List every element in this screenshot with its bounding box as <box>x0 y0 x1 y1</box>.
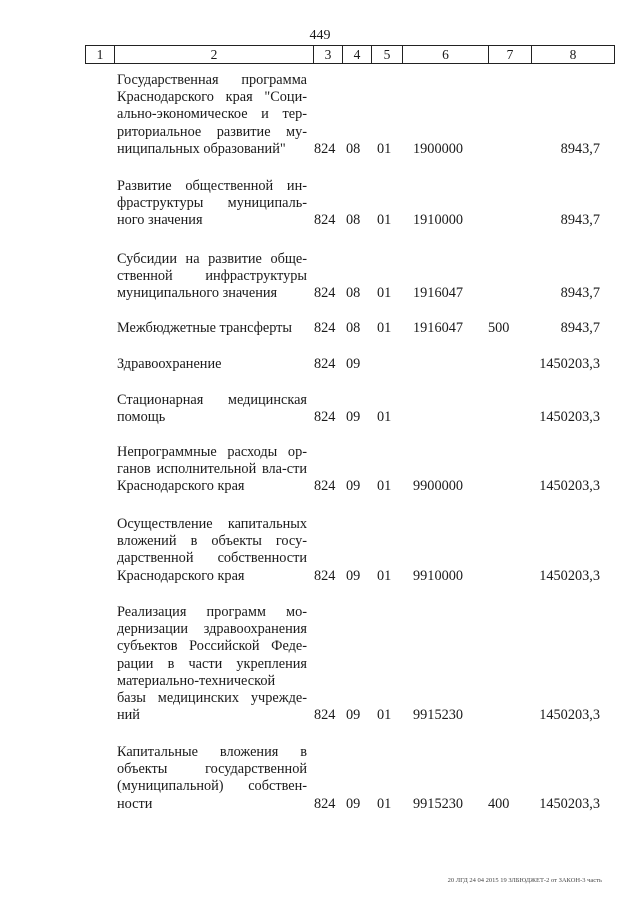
row-c5: 01 <box>377 478 392 494</box>
row-c5: 01 <box>377 796 392 812</box>
row-name: Субсидии на развитие обще-ственной инфраструктуры муниципального значения <box>117 251 307 302</box>
row-c4: 09 <box>346 707 361 723</box>
row-c5: 01 <box>377 707 392 723</box>
row-c8: 8943,7 <box>560 141 600 157</box>
row-c4: 09 <box>346 568 361 584</box>
row-c8: 1450203,3 <box>539 409 600 425</box>
row-c8: 1450203,3 <box>539 707 600 723</box>
row-c4: 08 <box>346 320 361 336</box>
header-col-3: 3 <box>314 46 343 64</box>
row-c4: 09 <box>346 796 361 812</box>
row-name: Межбюджетные трансферты <box>117 320 293 336</box>
row-c5: 01 <box>377 141 392 157</box>
row-c6: 9900000 <box>413 478 464 494</box>
row-c3: 824 <box>314 568 336 584</box>
header-col-1: 1 <box>86 46 115 64</box>
column-number-header <box>85 45 615 64</box>
header-col-6: 6 <box>403 46 489 64</box>
row-c5: 01 <box>377 285 392 301</box>
row-c8: 1450203,3 <box>539 568 600 584</box>
row-c6: 1916047 <box>413 320 464 336</box>
row-c8: 8943,7 <box>560 212 600 228</box>
row-c3: 824 <box>314 141 336 157</box>
row-c7: 400 <box>488 796 510 812</box>
row-c3: 824 <box>314 409 336 425</box>
row-c4: 09 <box>346 478 361 494</box>
row-c3: 824 <box>314 796 336 812</box>
row-name: Реализация программ мо-дернизации здравоохранения субъектов Российской Феде-рации в части укрепления материально-технической базы медицинских учрежде-ний <box>117 604 307 724</box>
header-col-4: 4 <box>343 46 372 64</box>
row-c6: 1916047 <box>413 285 464 301</box>
row-c3: 824 <box>314 478 336 494</box>
row-c4: 09 <box>346 356 361 372</box>
row-c6: 1900000 <box>413 141 464 157</box>
row-c3: 824 <box>314 707 336 723</box>
row-c4: 08 <box>346 141 361 157</box>
row-name: Непрограммные расходы ор-ганов исполнительной вла-сти Краснодарского края <box>117 444 307 495</box>
row-c5: 01 <box>377 320 392 336</box>
row-name: Осуществление капитальных вложений в объекты госу-дарственной собственности Краснодарского края <box>117 516 307 584</box>
row-c3: 824 <box>314 320 336 336</box>
row-c3: 824 <box>314 285 336 301</box>
row-c6: 9915230 <box>413 796 464 812</box>
header-col-8: 8 <box>532 46 615 64</box>
row-name: Здравоохранение <box>117 356 222 372</box>
row-name: Государственная программа Краснодарского края "Соци-ально-экономическое и тер-риториальное развитие му-ниципальных образований" <box>117 72 307 157</box>
row-c3: 824 <box>314 212 336 228</box>
row-c5: 01 <box>377 212 392 228</box>
row-c8: 8943,7 <box>560 320 600 336</box>
row-c5: 01 <box>377 568 392 584</box>
row-c3: 824 <box>314 356 336 372</box>
row-c8: 1450203,3 <box>539 478 600 494</box>
header-col-7: 7 <box>489 46 532 64</box>
page-number: 449 <box>309 28 331 43</box>
row-c4: 08 <box>346 212 361 228</box>
row-c6: 9915230 <box>413 707 464 723</box>
budget-table <box>0 64 640 854</box>
row-c7: 500 <box>488 320 510 336</box>
row-c6: 9910000 <box>413 568 464 584</box>
row-c8: 1450203,3 <box>539 796 600 812</box>
row-c8: 1450203,3 <box>539 356 600 372</box>
document-footer-code: 20 ЛГД 24 04 2015 19 ЗЛБЮДЖЕТ-2 от ЗАКОН-3 часть <box>447 877 602 884</box>
row-c4: 09 <box>346 409 361 425</box>
row-name: Развитие общественной ин-фраструктуры муниципаль-ного значения <box>117 178 307 229</box>
row-c4: 08 <box>346 285 361 301</box>
row-c5: 01 <box>377 409 392 425</box>
row-name: Капитальные вложения в объекты государственной (муниципальной) собствен-ности <box>117 744 307 812</box>
row-name: Стационарная медицинская помощь <box>117 392 307 426</box>
row-c6: 1910000 <box>413 212 464 228</box>
header-col-2: 2 <box>115 46 314 64</box>
row-c8: 8943,7 <box>560 285 600 301</box>
header-col-5: 5 <box>372 46 403 64</box>
